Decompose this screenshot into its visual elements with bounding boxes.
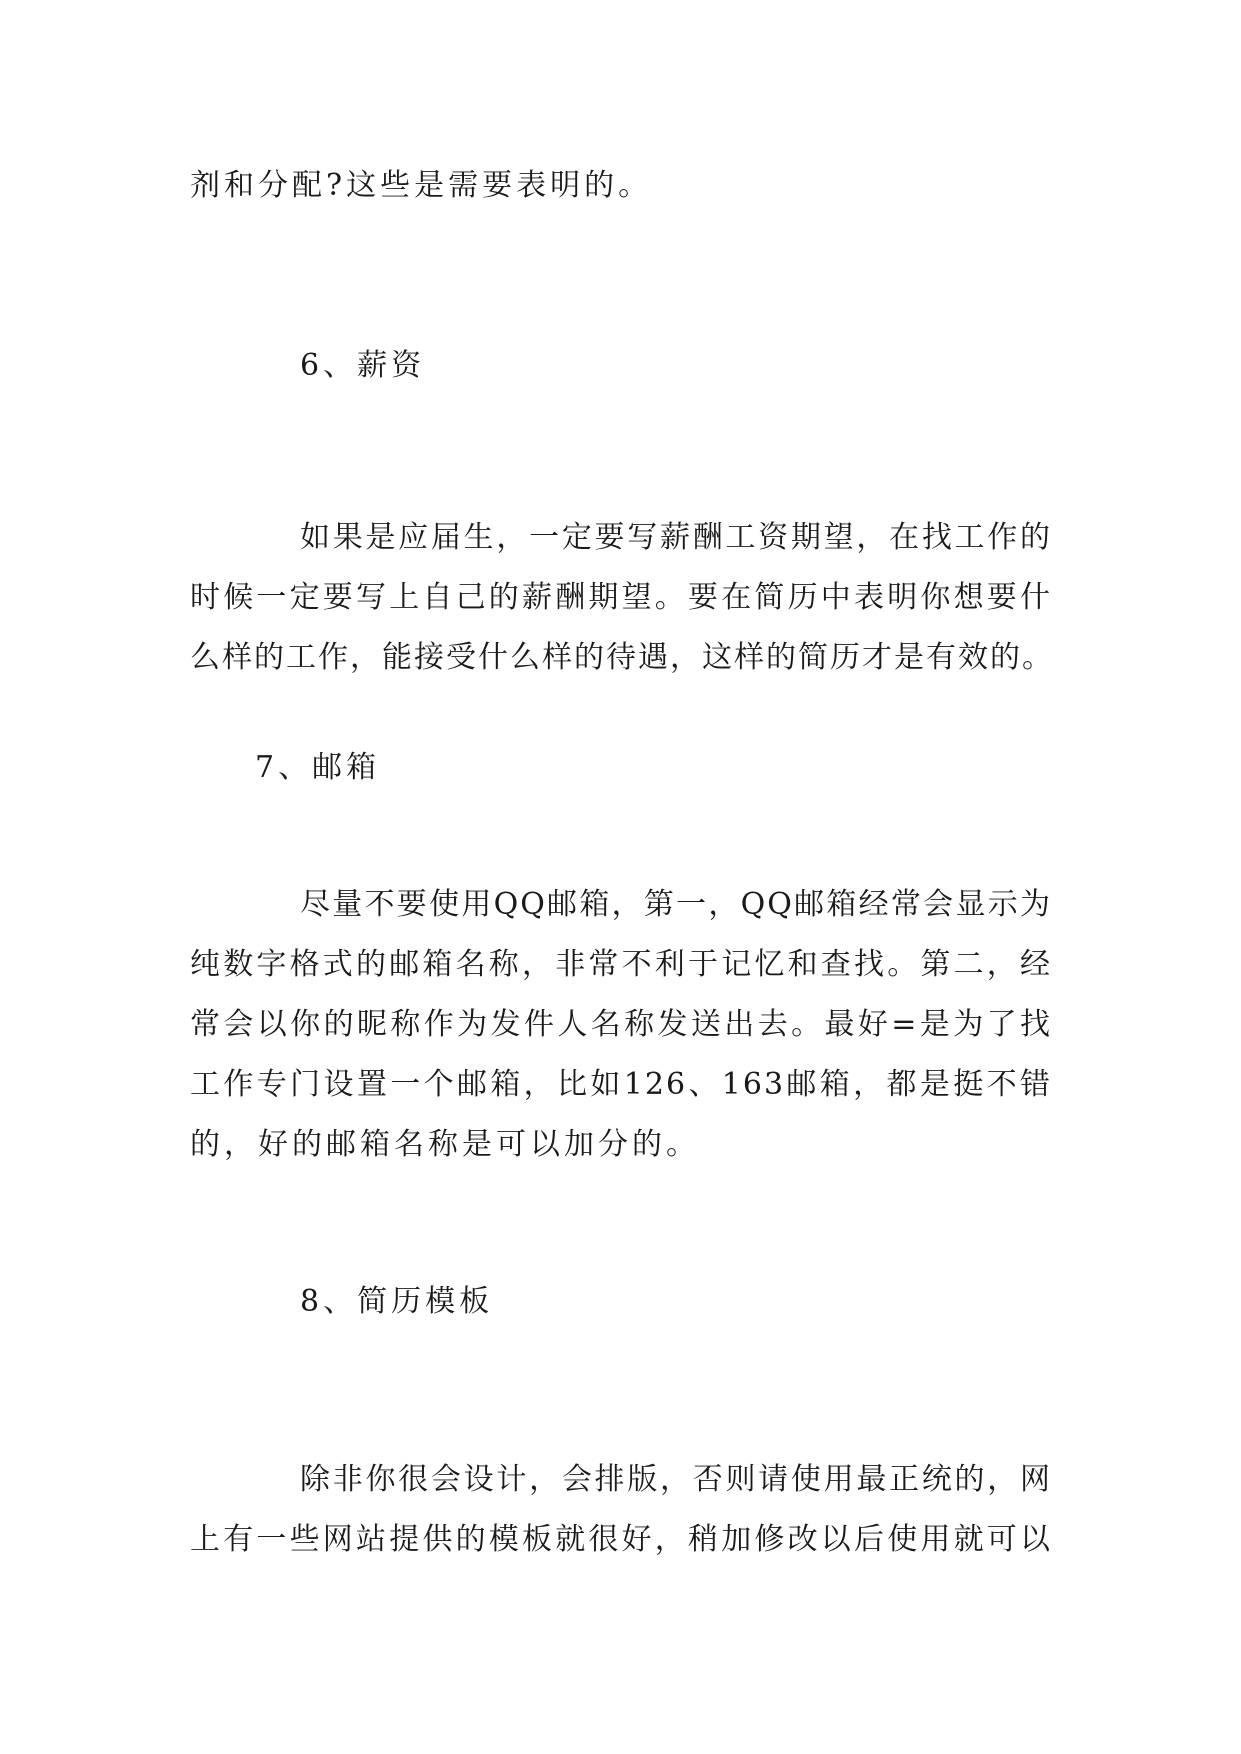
paragraph-line: 除非你很会设计，会排版，否则请使用最正统的，网 <box>300 1462 1052 1497</box>
paragraph-line: 剂和分配?这些是需要表明的。 <box>190 168 653 203</box>
section-heading-salary: 6、薪资 <box>300 348 426 383</box>
paragraph-line: 如果是应届生，一定要写薪酬工资期望，在找工作的 <box>300 520 1052 555</box>
section-heading-resume-template: 8、简历模板 <box>300 1284 494 1319</box>
paragraph-line: 工作专门设置一个邮箱，比如126、163邮箱，都是挺不错 <box>190 1067 1052 1102</box>
paragraph-line: 上有一些网站提供的模板就很好，稍加修改以后使用就可以 <box>190 1522 1052 1557</box>
paragraph-line: 时候一定要写上自己的薪酬期望。要在简历中表明你想要什 <box>190 580 1052 615</box>
paragraph-line: 么样的工作，能接受什么样的待遇，这样的简历才是有效的。 <box>190 640 1054 675</box>
paragraph-line: 尽量不要使用QQ邮箱，第一，QQ邮箱经常会显示为 <box>300 887 1052 922</box>
paragraph-line: 的，好的邮箱名称是可以加分的。 <box>190 1127 700 1162</box>
paragraph-line: 常会以你的昵称作为发件人名称发送出去。最好=是为了找 <box>190 1007 1052 1042</box>
paragraph-line: 纯数字格式的邮箱名称，非常不利于记忆和查找。第二，经 <box>190 947 1052 982</box>
section-heading-email: 7、邮箱 <box>255 750 381 785</box>
